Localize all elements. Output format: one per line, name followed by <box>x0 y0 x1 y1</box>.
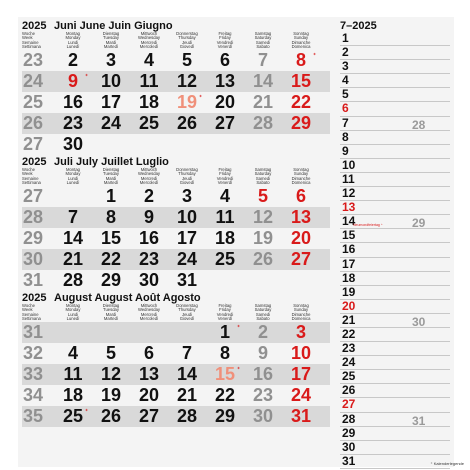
day-cell: 7 <box>181 343 192 363</box>
strip-day-row <box>340 173 450 187</box>
day-cell: 18 <box>138 92 160 112</box>
strip-day-row <box>340 201 450 215</box>
week-row <box>22 113 330 134</box>
week-column-label: Woche Week Semaine Settimana <box>22 31 41 50</box>
day-cell: 11 <box>139 71 159 91</box>
day-cell: 19 ⁺ <box>176 92 203 112</box>
day-cell: 14 <box>62 228 84 248</box>
strip-day-row <box>340 145 450 159</box>
day-cell <box>282 270 320 291</box>
day-cell <box>54 186 92 207</box>
week-number: 23 <box>23 50 44 70</box>
week-number: 26 <box>23 113 44 133</box>
day-cell: 10 <box>176 207 198 227</box>
day-cell: 21 <box>252 92 274 112</box>
day-cell: 27 <box>290 249 312 269</box>
weekday-header: Montag Monday Lundi Lunedì <box>65 31 81 50</box>
week-row <box>22 71 330 92</box>
weekday-header: Freitag Friday Vendredi Venerdì <box>216 303 234 322</box>
day-cell: 27 <box>138 406 160 426</box>
strip-day-number: 8 <box>342 129 349 144</box>
day-cell: 29 <box>214 406 236 426</box>
day-cell: 3 <box>181 186 192 206</box>
day-cell: 8 <box>105 207 116 227</box>
day-cell <box>168 134 206 155</box>
strip-day-number: 27 <box>342 397 356 412</box>
day-cell: 15 <box>100 228 122 248</box>
day-cell: 25 <box>214 249 236 269</box>
week-number: 24 <box>23 71 44 91</box>
week-row <box>22 385 330 406</box>
weekday-header: Mittwoch Wednesday Mercredi Mercoledì <box>137 167 161 186</box>
day-cell <box>206 270 244 291</box>
weekday-header: Dienstag Tuesday Mardi Martedì <box>102 303 120 322</box>
day-cell: 4 <box>143 50 154 70</box>
day-cell: 21 <box>62 249 84 269</box>
strip-day-number: 16 <box>342 242 356 257</box>
weekday-header: Samstag Saturday Samedi Sabato <box>254 303 272 322</box>
day-cell: 14 <box>252 71 274 91</box>
strip-day-number: 23 <box>342 341 356 356</box>
strip-day-row <box>340 131 450 145</box>
strip-day-row <box>340 300 450 314</box>
month-block <box>22 156 330 292</box>
week-number: 27 <box>23 186 44 206</box>
strip-day-number: 1 <box>342 31 349 45</box>
week-column-label: Woche Week Semaine Settimana <box>22 167 41 186</box>
day-cell: 13 <box>214 71 236 91</box>
weekday-header: Sonntag Sunday Dimanche Domenica <box>291 167 311 186</box>
day-cell: 18 <box>214 228 236 248</box>
strip-week-number: 29 <box>412 216 426 231</box>
weekday-header: Sonntag Sunday Dimanche Domenica <box>291 303 311 322</box>
day-cell <box>282 134 320 155</box>
week-number: 34 <box>23 385 44 405</box>
strip-day-number: 5 <box>342 87 349 102</box>
footer-note: ⁺ Kalenderlegende <box>430 461 464 466</box>
day-cell: 22 <box>214 385 236 405</box>
day-cell: 12 <box>252 207 274 227</box>
day-cell: 24 <box>176 249 198 269</box>
strip-day-row <box>340 272 450 286</box>
day-cell: 6 <box>219 50 230 70</box>
day-cell: 5 <box>181 50 192 70</box>
weekday-header: Samstag Saturday Samedi Sabato <box>254 167 272 186</box>
week-number: 30 <box>23 249 44 269</box>
strip-day-row <box>340 46 450 60</box>
strip-day-row <box>340 314 450 328</box>
day-cell: 6 <box>295 186 306 206</box>
strip-day-row <box>340 258 450 272</box>
day-cell: 1 <box>105 186 116 206</box>
day-cell: 17 <box>290 364 312 384</box>
day-cell <box>244 270 282 291</box>
day-cell <box>54 322 92 343</box>
strip-day-number: 21 <box>342 312 356 327</box>
month-day-strip <box>340 20 450 469</box>
week-number: 27 <box>23 134 44 154</box>
day-cell <box>92 322 130 343</box>
strip-day-number: 25 <box>342 369 356 384</box>
strip-day-row <box>340 88 450 102</box>
weekday-header: Donnerstag Thursday Jeudi Giovedì <box>176 303 198 322</box>
day-cell <box>244 134 282 155</box>
day-cell: 9 ⁺ <box>67 71 89 91</box>
week-column-label: Woche Week Semaine Settimana <box>22 303 41 322</box>
day-cell: 30 <box>138 270 160 290</box>
day-cell: 20 <box>138 385 160 405</box>
day-cell: 17 <box>100 92 122 112</box>
day-cell: 22 <box>100 249 122 269</box>
day-cell: 5 <box>257 186 268 206</box>
strip-day-number: 6 <box>342 101 349 116</box>
week-number: 33 <box>23 364 44 384</box>
day-cell: 14 <box>176 364 198 384</box>
day-cell: 19 <box>100 385 122 405</box>
strip-day-number: 31 <box>342 453 356 468</box>
day-cell: 10 <box>100 71 122 91</box>
three-month-calendar <box>22 20 330 432</box>
day-cell: 26 <box>252 249 274 269</box>
weekday-header: Mittwoch Wednesday Mercredi Mercoledì <box>137 303 161 322</box>
strip-day-row <box>340 74 450 88</box>
week-row <box>22 228 330 249</box>
strip-day-row <box>340 117 450 131</box>
day-cell <box>206 134 244 155</box>
day-cell: 18 <box>62 385 84 405</box>
day-cell: 9 <box>257 343 268 363</box>
strip-day-number: 22 <box>342 326 356 341</box>
day-cell: 15 <box>290 71 312 91</box>
week-number: 31 <box>23 270 44 290</box>
day-cell: 29 <box>290 113 312 133</box>
strip-day-row <box>340 413 450 427</box>
day-cell: 7 <box>67 207 78 227</box>
day-cell: 20 <box>214 92 236 112</box>
day-cell: 4 <box>219 186 230 206</box>
day-cell: 16 <box>252 364 274 384</box>
strip-day-row <box>340 356 450 370</box>
day-cell: 15 ⁺ <box>214 364 241 384</box>
day-cell: 23 <box>138 249 160 269</box>
month-name: Juni June Juin Giugno <box>54 20 173 32</box>
week-number: 35 <box>23 406 44 426</box>
strip-day-number: 2 <box>342 45 349 60</box>
day-cell: 16 <box>62 92 84 112</box>
day-cell: 27 <box>214 113 236 133</box>
day-cell: 7 <box>257 50 268 70</box>
weekday-header: Mittwoch Wednesday Mercredi Mercoledì <box>137 31 161 50</box>
day-cell: 3 <box>105 50 116 70</box>
strip-day-row <box>340 229 450 243</box>
strip-day-number: 10 <box>342 157 356 172</box>
week-row <box>22 249 330 270</box>
day-cell: 2 <box>143 186 154 206</box>
day-cell: 10 <box>290 343 312 363</box>
day-cell <box>92 134 130 155</box>
strip-day-row <box>340 427 450 441</box>
week-row <box>22 207 330 228</box>
day-cell: 22 <box>290 92 312 112</box>
strip-week-number: 28 <box>412 117 426 132</box>
week-number: 25 <box>23 92 44 112</box>
strip-day-number: 3 <box>342 59 349 74</box>
day-cell: 31 <box>176 270 198 290</box>
day-cell: 5 <box>105 343 116 363</box>
weekday-header: Montag Monday Lundi Lunedì <box>65 303 81 322</box>
strip-day-number: 18 <box>342 270 356 285</box>
day-cell: 28 <box>252 113 274 133</box>
day-cell: 19 <box>252 228 274 248</box>
weekday-header: Dienstag Tuesday Mardi Martedì <box>102 31 120 50</box>
week-rows <box>22 322 330 427</box>
strip-day-number: 30 <box>342 439 356 454</box>
strip-day-number: 9 <box>342 143 349 158</box>
holiday-marker: ⁺ <box>237 325 241 331</box>
day-cell: 2 <box>67 50 78 70</box>
strip-day-number: 13 <box>342 200 356 215</box>
day-cell: 11 <box>215 207 235 227</box>
week-row <box>22 134 330 155</box>
strip-day-number: 14 <box>342 214 356 229</box>
strip-day-row <box>340 159 450 173</box>
week-row <box>22 364 330 385</box>
holiday-marker: ⁺ <box>313 53 317 59</box>
day-cell: 21 <box>176 385 198 405</box>
week-row <box>22 186 330 207</box>
strip-day-row <box>340 328 450 342</box>
day-cell: 26 <box>176 113 198 133</box>
strip-day-row <box>340 187 450 201</box>
day-cell: 9 <box>143 207 154 227</box>
weekday-header: Samstag Saturday Samedi Sabato <box>254 31 272 50</box>
month-year: 2025 <box>22 156 47 168</box>
day-cell: 26 <box>100 406 122 426</box>
strip-day-row <box>340 32 450 46</box>
holiday-marker: ⁺ <box>199 95 203 101</box>
day-cell: 11 <box>63 364 83 384</box>
strip-day-number: 24 <box>342 355 356 370</box>
weekday-header: Dienstag Tuesday Mardi Martedì <box>102 167 120 186</box>
day-cell: 12 <box>176 71 198 91</box>
strip-note: Neumondfeiertag ⁺ <box>353 223 383 228</box>
month-block <box>22 292 330 432</box>
strip-day-number: 17 <box>342 256 356 271</box>
week-rows <box>22 50 330 155</box>
day-cell: 20 <box>290 228 312 248</box>
strip-day-row <box>340 384 450 398</box>
week-number: 28 <box>23 207 44 227</box>
month-year: 2025 <box>22 292 47 304</box>
day-cell <box>130 134 168 155</box>
day-cell: 28 <box>176 406 198 426</box>
strip-day-number: 15 <box>342 228 356 243</box>
day-cell: 23 <box>62 113 84 133</box>
strip-day-number: 12 <box>342 186 356 201</box>
day-cell: 8 ⁺ <box>295 50 317 70</box>
day-cell: 8 <box>219 343 230 363</box>
week-row <box>22 270 330 291</box>
strip-day-number: 26 <box>342 383 356 398</box>
day-cell: 25 ⁺ <box>62 406 89 426</box>
strip-day-row <box>340 370 450 384</box>
strip-week-number: 31 <box>412 413 426 428</box>
day-cell: 4 <box>67 343 78 363</box>
strip-day-number: 28 <box>342 411 356 426</box>
day-cell: 13 <box>138 364 160 384</box>
strip-day-number: 29 <box>342 425 356 440</box>
day-cell: 23 <box>252 385 274 405</box>
day-cell: 3 <box>295 322 306 342</box>
day-cell: 31 <box>290 406 312 426</box>
month-name: Juli July Juillet Luglio <box>54 156 169 168</box>
strip-day-row <box>340 398 450 412</box>
strip-day-number: 4 <box>342 73 349 88</box>
day-cell: 13 <box>290 207 312 227</box>
weekday-header: Freitag Friday Vendredi Venerdì <box>216 31 234 50</box>
week-row <box>22 322 330 343</box>
day-cell: 29 <box>100 270 122 290</box>
weekday-header: Sonntag Sunday Dimanche Domenica <box>291 31 311 50</box>
strip-day-row <box>340 102 450 116</box>
day-cell: 30 <box>252 406 274 426</box>
strip-day-row <box>340 441 450 455</box>
day-cell: 2 <box>257 322 268 342</box>
month-name: August August Août Agosto <box>54 292 201 304</box>
strip-week-number: 30 <box>412 314 426 329</box>
strip-day-number: 11 <box>342 171 355 186</box>
strip-day-row <box>340 342 450 356</box>
strip-day-row <box>340 286 450 300</box>
day-cell: 28 <box>62 270 84 290</box>
strip-day-number: 7 <box>342 115 349 130</box>
strip-day-row <box>340 215 450 229</box>
day-cell: 16 <box>138 228 160 248</box>
month-block <box>22 20 330 156</box>
holiday-marker: ⁺ <box>85 74 89 80</box>
week-row <box>22 92 330 113</box>
day-cell: 24 <box>100 113 122 133</box>
strip-day-row <box>340 60 450 74</box>
day-cell: 12 <box>100 364 122 384</box>
month-year: 2025 <box>22 20 47 32</box>
holiday-marker: ⁺ <box>237 367 241 373</box>
week-row <box>22 50 330 71</box>
day-cell: 6 <box>143 343 154 363</box>
day-cell: 25 <box>138 113 160 133</box>
week-row <box>22 406 330 427</box>
holiday-marker: ⁺ <box>85 409 89 415</box>
strip-header: 7–2025 <box>340 20 377 32</box>
weekday-header: Freitag Friday Vendredi Venerdì <box>216 167 234 186</box>
week-row <box>22 343 330 364</box>
day-cell <box>130 322 168 343</box>
day-cell: 30 <box>62 134 84 154</box>
day-cell: 24 <box>290 385 312 405</box>
week-number: 31 <box>23 322 44 342</box>
week-rows <box>22 186 330 291</box>
weekday-header: Montag Monday Lundi Lunedì <box>65 167 81 186</box>
week-number: 29 <box>23 228 44 248</box>
strip-day-number: 19 <box>342 284 356 299</box>
week-number: 32 <box>23 343 44 363</box>
strip-day-number: 20 <box>342 298 356 313</box>
weekday-header: Donnerstag Thursday Jeudi Giovedì <box>176 31 198 50</box>
weekday-header: Donnerstag Thursday Jeudi Giovedì <box>176 167 198 186</box>
day-cell: 17 <box>176 228 198 248</box>
strip-day-row <box>340 243 450 257</box>
day-cell: 1 ⁺ <box>219 322 241 342</box>
day-cell <box>168 322 206 343</box>
